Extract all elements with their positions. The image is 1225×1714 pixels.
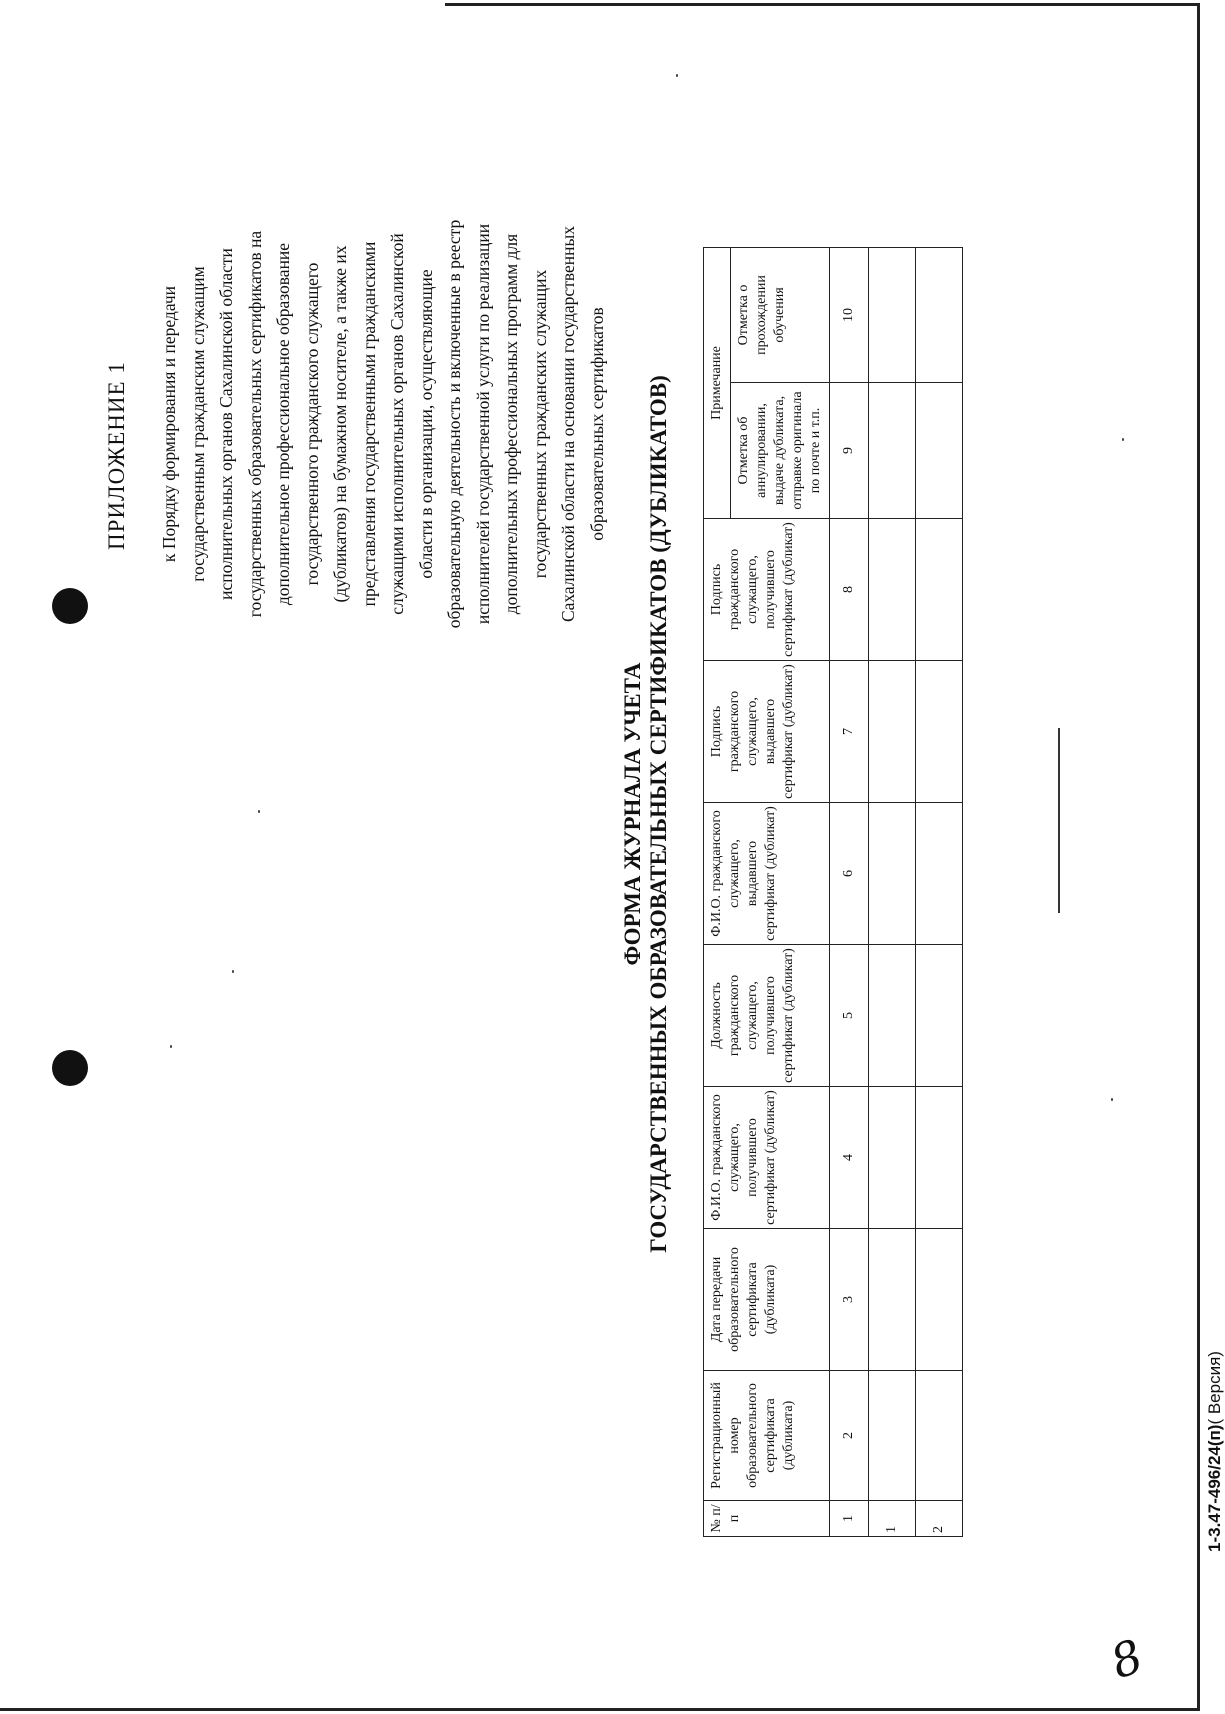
header-annulment-mark: Отметка об аннулировании, выдаче дубликата, отправке оригинала по почте и т.п. xyxy=(731,383,830,519)
table-cell xyxy=(916,248,963,383)
journal-table xyxy=(703,247,963,1537)
header-issuer-signature: Подпись гражданского служащего, выдавшего сертификат (дубликат) xyxy=(704,661,830,803)
header-row xyxy=(704,248,731,1537)
header-note-group: Примечание xyxy=(704,248,731,519)
table-cell xyxy=(916,1371,963,1501)
appendix-title: ПРИЛОЖЕНИЕ 1 xyxy=(104,361,129,550)
column-number: 9 xyxy=(830,383,869,519)
table-cell xyxy=(916,383,963,519)
appendix-line: Сахалинской области на основании государственных xyxy=(558,225,578,623)
appendix-line: государственных гражданских служащих xyxy=(529,269,550,579)
document-code xyxy=(1205,1351,1225,1552)
table-cell xyxy=(869,1087,916,1229)
table-cell xyxy=(916,519,963,661)
page-number-mark: 8 xyxy=(1103,1628,1150,1690)
table-cell xyxy=(916,1087,963,1229)
column-number: 10 xyxy=(830,248,869,383)
table-cell xyxy=(916,803,963,945)
table-cell xyxy=(916,1229,963,1371)
appendix-line: (дубликатов) на бумажном носителе, а также их xyxy=(330,245,350,603)
column-number: 3 xyxy=(830,1229,869,1371)
document-version: ( Версия) xyxy=(1205,1351,1224,1425)
form-title-line1: ФОРМА ЖУРНАЛА УЧЕТА xyxy=(620,662,645,966)
column-number: 7 xyxy=(830,661,869,803)
appendix-text xyxy=(155,154,611,694)
appendix-line: дополнительных профессиональных программ для xyxy=(501,233,521,615)
column-number: 8 xyxy=(830,519,869,661)
column-number: 4 xyxy=(830,1087,869,1229)
table-cell xyxy=(869,803,916,945)
column-number-row xyxy=(830,248,869,1537)
document-code-number: 1-3.47-496/24(п) xyxy=(1205,1424,1224,1552)
appendix-line: к Порядку формирования и передачи xyxy=(159,285,179,563)
appendix-line: исполнителей государственной услуги по реализации xyxy=(472,223,493,625)
header-transfer-date: Дата передачи образовательного сертификата (дубликата) xyxy=(704,1229,830,1371)
table-cell xyxy=(916,945,963,1087)
column-number: 5 xyxy=(830,945,869,1087)
table-cell xyxy=(869,519,916,661)
table-row xyxy=(916,248,963,1537)
form-title-line2: ГОСУДАРСТВЕННЫХ ОБРАЗОВАТЕЛЬНЫХ СЕРТИФИКАТОВ (ДУБЛИКАТОВ) xyxy=(646,375,671,1253)
appendix-line: образовательных сертификатов xyxy=(586,307,607,541)
header-issuer-name: Ф.И.О. гражданского служащего, выдавшего сертификат (дубликат) xyxy=(704,803,830,945)
header-recipient-signature: Подпись гражданского служащего, получившего сертификат (дубликат) xyxy=(704,519,830,661)
appendix-line: служащими исполнительных органов Сахалинской xyxy=(387,233,407,615)
row-number: 1 xyxy=(869,1501,916,1537)
appendix-line: области в организации, осуществляющие xyxy=(415,269,436,579)
header-recipient-position: Должность гражданского служащего, получившего сертификат (дубликат) xyxy=(704,945,830,1087)
header-recipient-name: Ф.И.О. гражданского служащего, получившего сертификат (дубликат) xyxy=(704,1087,830,1229)
column-number: 1 xyxy=(830,1501,869,1537)
row-number: 2 xyxy=(916,1501,963,1537)
appendix-line: государственного гражданского служащего xyxy=(301,262,322,586)
appendix-line: образовательную деятельность и включенные в реестр xyxy=(444,219,464,629)
table-row xyxy=(869,248,916,1537)
header-training-mark: Отметка о прохождении обучения xyxy=(731,248,830,383)
column-number: 2 xyxy=(830,1371,869,1501)
table-cell xyxy=(869,661,916,803)
appendix-line: исполнительных органов Сахалинской области xyxy=(216,248,236,600)
table-cell xyxy=(869,945,916,1087)
table-cell xyxy=(869,1229,916,1371)
header-reg-number: Регистрационный номер образовательного сертификата (дубликата) xyxy=(704,1371,830,1501)
table-cell xyxy=(869,248,916,383)
appendix-line: дополнительное профессиональное образование xyxy=(273,242,293,606)
appendix-line: государственных образовательных сертификатов на xyxy=(244,230,265,618)
appendix-line: представления государственными гражданскими xyxy=(358,241,379,607)
header-num: № п/п xyxy=(704,1501,830,1537)
appendix-line: государственным гражданским служащим xyxy=(187,266,208,582)
table-cell xyxy=(869,1371,916,1501)
column-number: 6 xyxy=(830,803,869,945)
form-title xyxy=(620,164,672,1464)
table-cell xyxy=(869,383,916,519)
table-cell xyxy=(916,661,963,803)
